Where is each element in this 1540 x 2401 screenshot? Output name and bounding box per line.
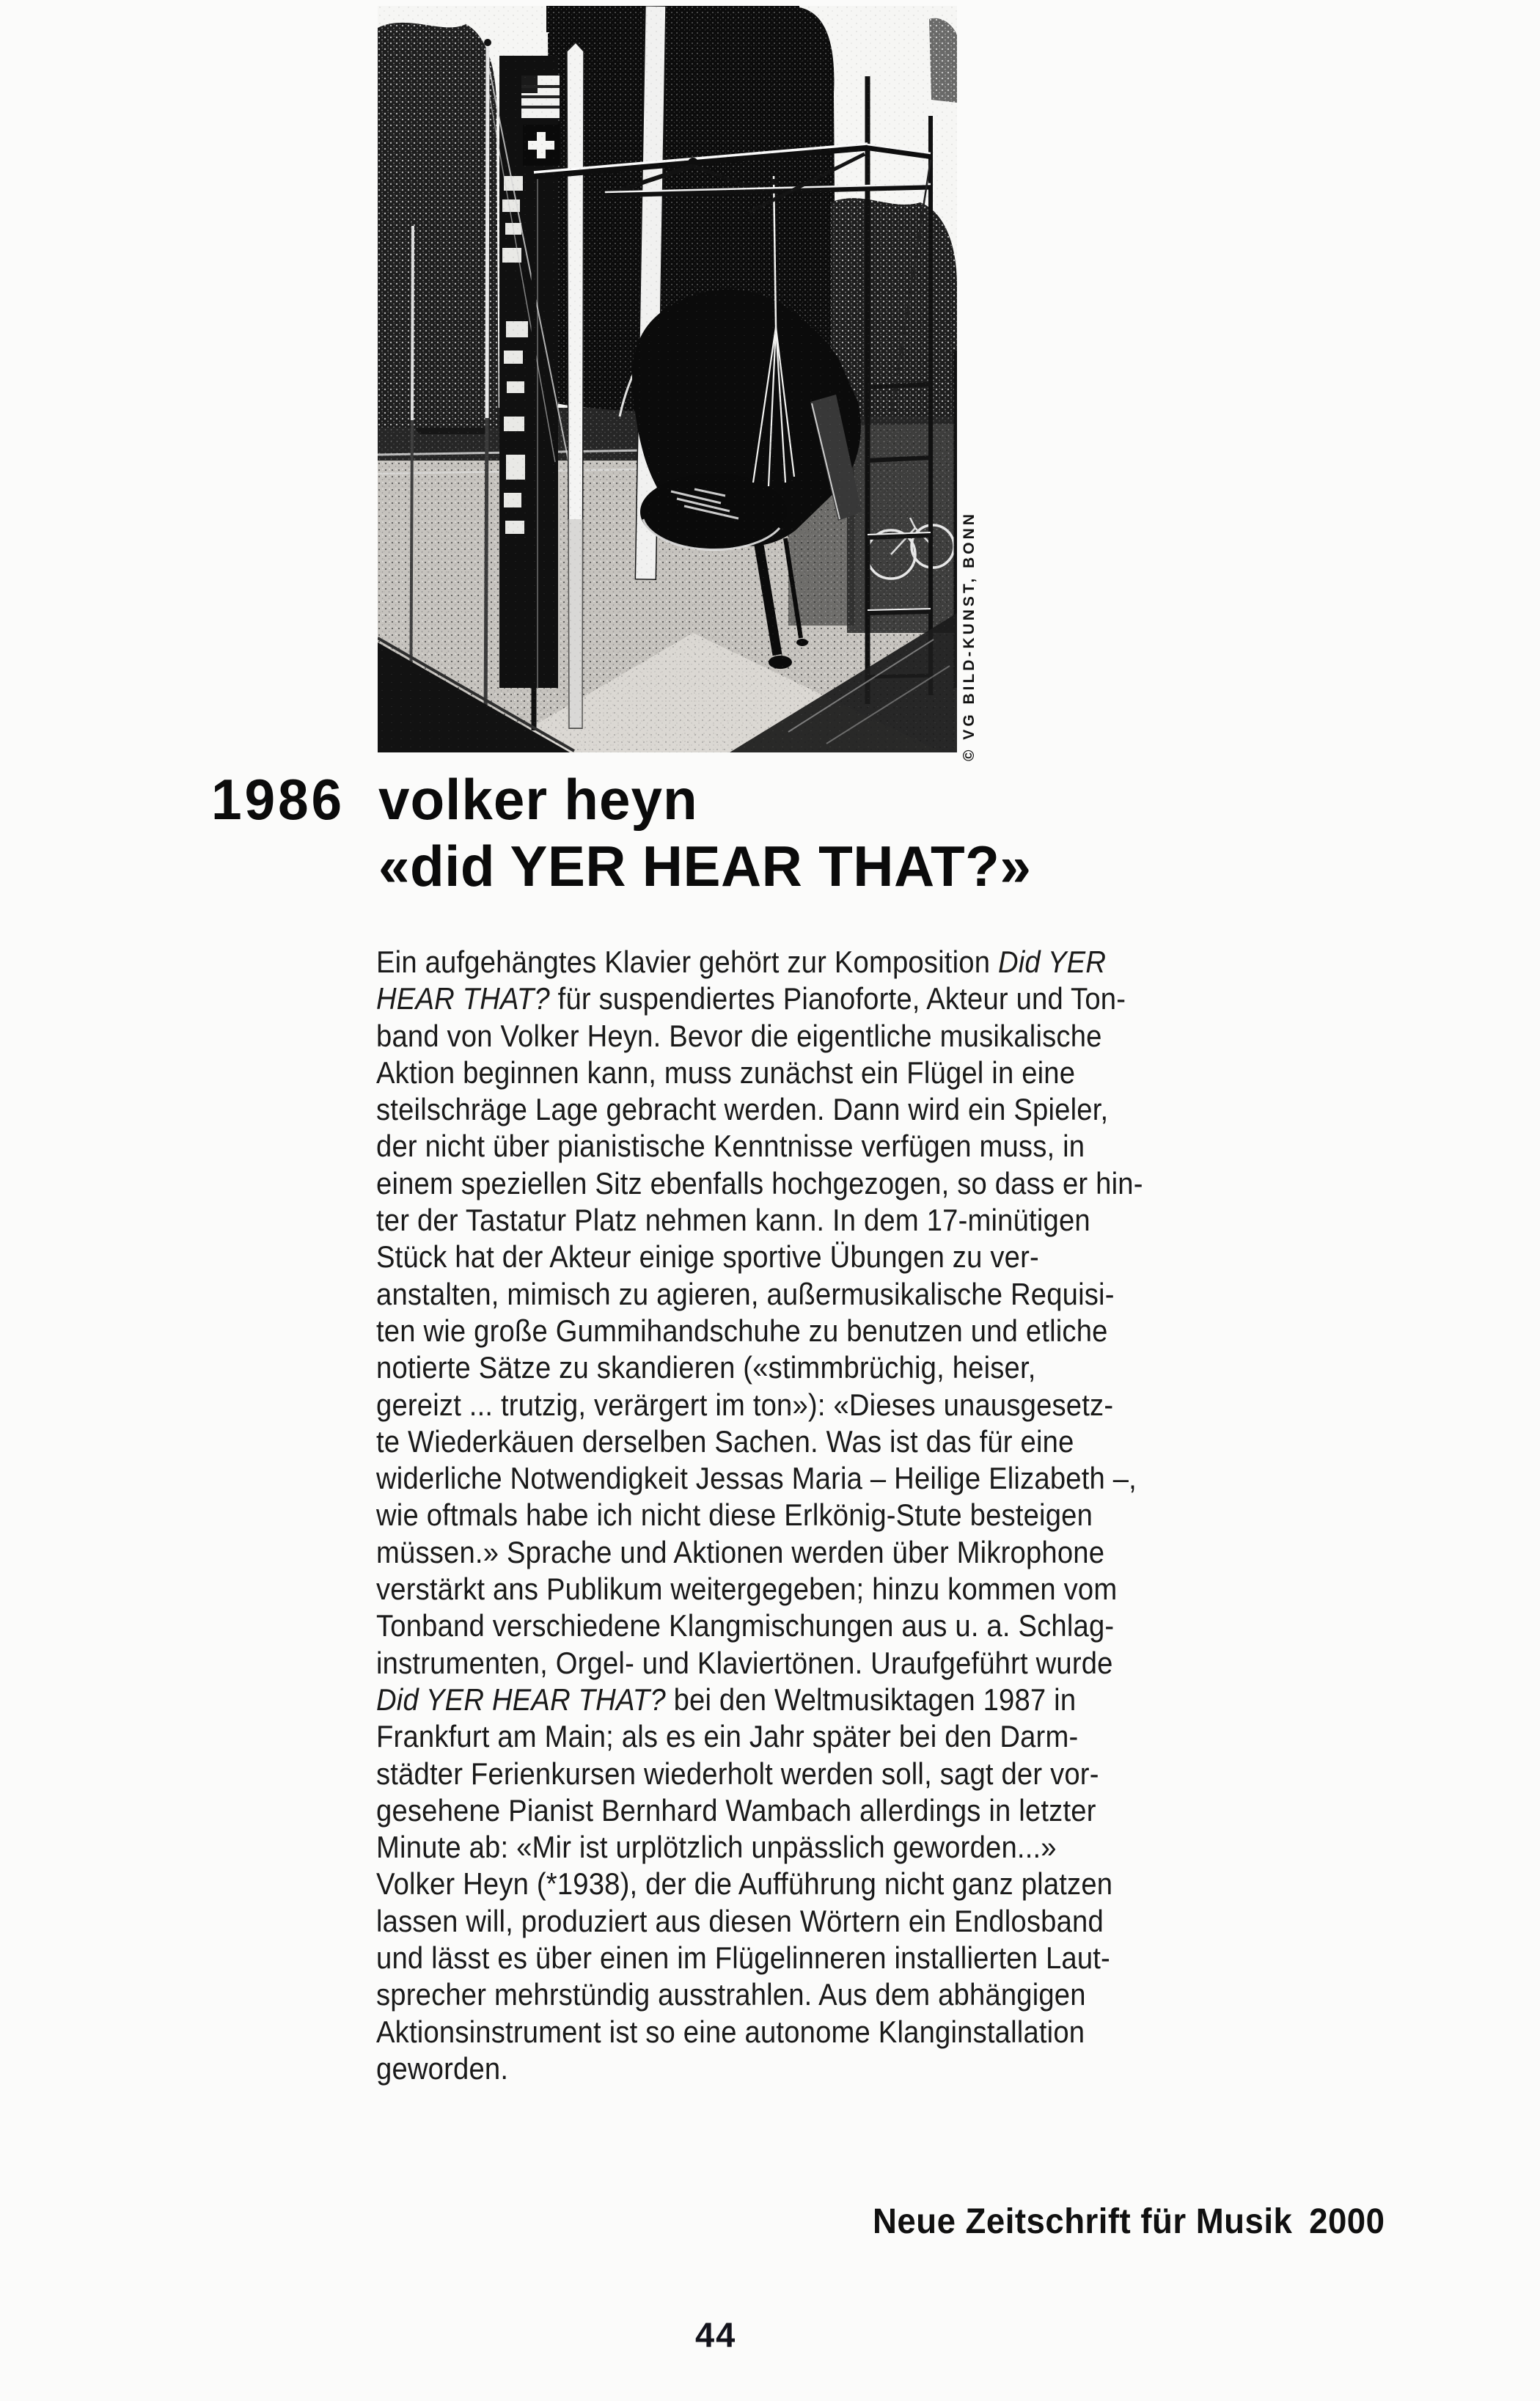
- body-line: müssen.» Sprache und Aktionen werden über Mikrophone: [376, 1534, 1105, 1569]
- body-line: anstalten, mimisch zu agieren, außermusikalische Requisi-: [376, 1276, 1115, 1311]
- page-number: 44: [695, 2315, 737, 2354]
- footer-source: Neue Zeitschrift für Musik: [873, 2202, 1293, 2241]
- artwork-photo: [378, 6, 957, 752]
- body-line: te Wiederkäuen derselben Sachen. Was ist das für eine: [376, 1423, 1074, 1459]
- body-line: Frankfurt am Main; als es ein Jahr später bei den Darm-: [376, 1719, 1079, 1754]
- body-line: band von Volker Heyn. Bevor die eigentliche musikalische: [376, 1018, 1102, 1053]
- body-line: geworden.: [376, 2050, 509, 2086]
- body-line: steilschräge Lage gebracht werden. Dann wird ein Spieler,: [376, 1092, 1109, 1127]
- heading-year: 1986: [211, 767, 345, 832]
- body-line: gesehene Pianist Bernhard Wambach allerdings in letzter: [376, 1792, 1096, 1828]
- body-line: Stück hat der Akteur einige sportive Übungen zu ver-: [376, 1239, 1039, 1275]
- photo-credit: © VG BILD-KUNST, BONN: [961, 511, 978, 761]
- footer-source-line: [873, 2202, 1385, 2242]
- body-line: Did YER HEAR THAT? bei den Weltmusiktagen 1987 in: [376, 1682, 1077, 1717]
- body-line: notierte Sätze zu skandieren («stimmbrüchig, heiser,: [376, 1350, 1036, 1385]
- body-line: Aktion beginnen kann, muss zunächst ein Flügel in eine: [376, 1055, 1076, 1090]
- heading-composer: volker heyn: [378, 767, 698, 832]
- halftone-noise: [378, 6, 957, 752]
- body-line: gereizt ... trutzig, verärgert im ton»): «Dieses unausgesetz-: [376, 1387, 1114, 1422]
- body-line: städter Ferienkursen wiederholt werden soll, sagt der vor-: [376, 1756, 1099, 1791]
- heading-work-title: «did YER HEAR THAT?»: [378, 834, 1032, 898]
- body-line: Volker Heyn (*1938), der die Aufführung nicht ganz platzen: [376, 1866, 1113, 1902]
- body-line: der nicht über pianistische Kenntnisse verfügen muss, in: [376, 1129, 1085, 1164]
- body-line: Ein aufgehängtes Klavier gehört zur Komposition Did YER: [376, 945, 1107, 979]
- body-line: HEAR THAT? für suspendiertes Pianoforte, Akteur und Ton-: [376, 981, 1126, 1016]
- body-line: sprecher mehrstündig ausstrahlen. Aus dem abhängigen: [376, 1977, 1086, 2012]
- body-line: wie oftmals habe ich nicht diese Erlkönig-Stute besteigen: [376, 1498, 1093, 1533]
- body-line: Minute ab: «Mir ist urplötzlich unpässlich geworden...»: [376, 1830, 1057, 1865]
- body-line: einem speziellen Sitz ebenfalls hochgezogen, so dass er hin-: [376, 1165, 1143, 1200]
- body-line: lassen will, produziert aus diesen Wörtern ein Endlosband: [376, 1903, 1104, 1938]
- body-line: ter der Tastatur Platz nehmen kann. In dem 17-minütigen: [376, 1203, 1090, 1238]
- body-line: Tonband verschiedene Klangmischungen aus u. a. Schlag-: [376, 1608, 1115, 1643]
- body-line: Aktionsinstrument ist so eine autonome Klanginstallation: [376, 2014, 1085, 2049]
- body-line: und lässt es über einen im Flügelinneren installierten Laut-: [376, 1940, 1110, 1976]
- footer-year: 2000: [1309, 2202, 1385, 2241]
- body-line: widerliche Notwendigkeit Jessas Maria – Heilige Elizabeth –,: [376, 1461, 1137, 1496]
- body-line: instrumenten, Orgel- und Klaviertönen. Uraufgeführt wurde: [376, 1645, 1113, 1680]
- body-line: ten wie große Gummihandschuhe zu benutzen und etliche: [376, 1313, 1108, 1348]
- body-text: [376, 944, 1244, 2087]
- body-line: verstärkt ans Publikum weitergegeben; hinzu kommen vom: [376, 1572, 1118, 1607]
